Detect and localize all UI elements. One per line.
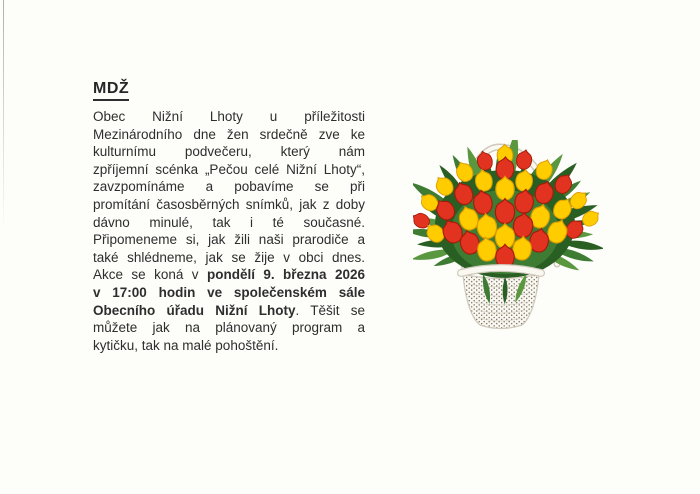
text-line [93, 214, 365, 232]
text-line [93, 161, 365, 179]
text-segment: . Těšit se [295, 302, 365, 318]
text-segment: kulturnímu podvečeru, který nám [93, 144, 365, 160]
text-segment: kytičku, tak na malé pohoštění. [93, 337, 279, 353]
text-segment: také shlédneme, jak se žije v obci dnes. [93, 249, 365, 265]
flyer-heading: MDŽ [93, 80, 129, 101]
text-line [93, 249, 365, 267]
text-line [93, 178, 365, 196]
text-line [93, 266, 365, 284]
text-line [93, 196, 365, 214]
text-line [93, 302, 365, 320]
text-segment: zpříjemní scénka „Pečou celé Nižní Lhoty“, [93, 161, 365, 177]
tulip-basket-image [413, 140, 603, 332]
text-segment: zavzpomínáme a pobavíme se při [93, 179, 365, 195]
text-segment: Mezinárodního dne žen srdečně zve ke [93, 126, 365, 142]
scan-artifact-line [3, 0, 4, 235]
tulip-basket-illustration [413, 140, 603, 332]
flyer-paragraph [93, 108, 365, 354]
text-segment: Připomeneme si, jak žili naši prarodiče a [93, 232, 365, 248]
text-line [93, 319, 365, 337]
text-segment: pondělí 9. března 2026 [206, 267, 365, 283]
text-segment: Obec Nižní Lhoty u příležitosti [93, 109, 365, 124]
text-segment: promítání časosběrných snímků, jak z doby [93, 196, 365, 212]
text-segment: můžete jak na plánovaný program a [93, 320, 365, 336]
text-segment: dávno minulé, tak i té současné. [93, 214, 365, 230]
text-line [93, 284, 365, 302]
text-line [93, 108, 365, 126]
text-line [93, 143, 365, 161]
text-line [93, 231, 365, 249]
text-segment: Akce se koná v [93, 267, 207, 283]
text-line [93, 337, 365, 355]
text-segment: Obecního úřadu Nižní Lhoty [93, 302, 296, 318]
text-segment: v 17:00 hodin ve společenském sále [93, 284, 365, 300]
text-line [93, 126, 365, 144]
tulips-group [413, 144, 602, 268]
flyer-text-column [93, 80, 365, 354]
